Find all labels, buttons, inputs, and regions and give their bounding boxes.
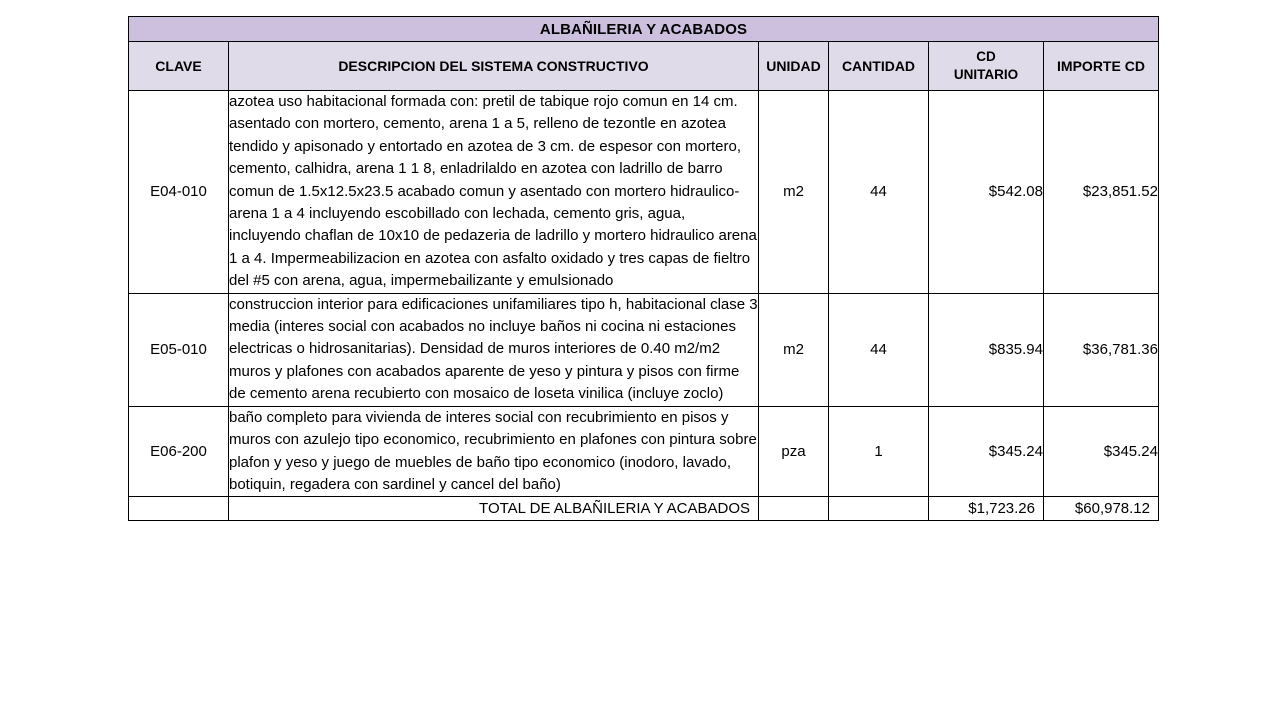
table-total-row (129, 497, 1159, 521)
table-header-row (129, 42, 1159, 91)
total-label: TOTAL DE ALBAÑILERIA Y ACABADOS (229, 497, 759, 521)
cell-unidad: m2 (759, 293, 829, 406)
table-title-row (129, 17, 1159, 42)
total-cell-clave (129, 497, 229, 521)
cell-clave: E06-200 (129, 406, 229, 497)
cell-cd-unitario: $542.08 (929, 91, 1044, 294)
column-header-importe-cd: IMPORTE CD (1044, 42, 1159, 91)
cell-importe-cd: $345.24 (1044, 406, 1159, 497)
total-cd-unitario: $1,723.26 (929, 497, 1044, 521)
cell-descripcion: azotea uso habitacional formada con: pretil de tabique rojo comun en 14 cm. asentado con mortero, cemento, arena 1 a 5, relleno de tezontle en azotea tendido y apisonado y entortado en azotea de 3 cm. de espesor con mortero, cemento, calhidra, arena 1 1 8, enladrilaldo en azotea con ladrillo de barro comun de 1.5x12.5x23.5 acabado comun y asentado con mortero hidraulico-arena 1 a 4 incluyendo escobillado con lechada, cemento gris, agua, incluyendo chaflan de 10x10 de pedazeria de ladrillo y mortero hidraulico arena 1 a 4. Impermeabilizacion en azotea con asfalto oxidado y tres capas de fieltro del #5 con arena, agua, impermebailizante y emulsionado (229, 91, 759, 294)
cell-unidad: pza (759, 406, 829, 497)
column-header-descripcion: DESCRIPCION DEL SISTEMA CONSTRUCTIVO (229, 42, 759, 91)
cell-clave: E05-010 (129, 293, 229, 406)
total-cell-unidad (759, 497, 829, 521)
table-title: ALBAÑILERIA Y ACABADOS (129, 17, 1159, 42)
column-header-cantidad: CANTIDAD (829, 42, 929, 91)
table-row (129, 91, 1159, 294)
cell-cantidad: 1 (829, 406, 929, 497)
column-header-clave: CLAVE (129, 42, 229, 91)
total-cell-cantidad (829, 497, 929, 521)
table-row (129, 406, 1159, 497)
table-row (129, 293, 1159, 406)
cell-cd-unitario: $345.24 (929, 406, 1044, 497)
cell-unidad: m2 (759, 91, 829, 294)
cell-clave: E04-010 (129, 91, 229, 294)
cell-descripcion: construccion interior para edificaciones unifamiliares tipo h, habitacional clase 3 media (interes social con acabados no incluye baños ni cocina ni estaciones electricas o hidrosanitarias). Densidad de muros interiores de 0.40 m2/m2 muros y plafones con acabados aparente de yeso y pintura y pisos con firme de cemento arena recubierto con mosaico de loseta vinilica (incluye zoclo) (229, 293, 759, 406)
budget-table (128, 16, 1159, 521)
total-importe-cd: $60,978.12 (1044, 497, 1159, 521)
column-header-cd-unitario-line1: CD (976, 49, 996, 64)
cell-cantidad: 44 (829, 91, 929, 294)
column-header-unidad: UNIDAD (759, 42, 829, 91)
cell-cd-unitario: $835.94 (929, 293, 1044, 406)
column-header-cd-unitario-line2: UNITARIO (953, 67, 1019, 82)
cell-descripcion: baño completo para vivienda de interes social con recubrimiento en pisos y muros con azulejo tipo economico, recubrimiento en plafones con pintura sobre plafon y yeso y juego de muebles de baño tipo economico (inodoro, lavado, botiquin, regadera con sardinel y cancel del baño) (229, 406, 759, 497)
cell-importe-cd: $36,781.36 (1044, 293, 1159, 406)
cell-importe-cd: $23,851.52 (1044, 91, 1159, 294)
column-header-cd-unitario (929, 42, 1044, 91)
cell-cantidad: 44 (829, 293, 929, 406)
